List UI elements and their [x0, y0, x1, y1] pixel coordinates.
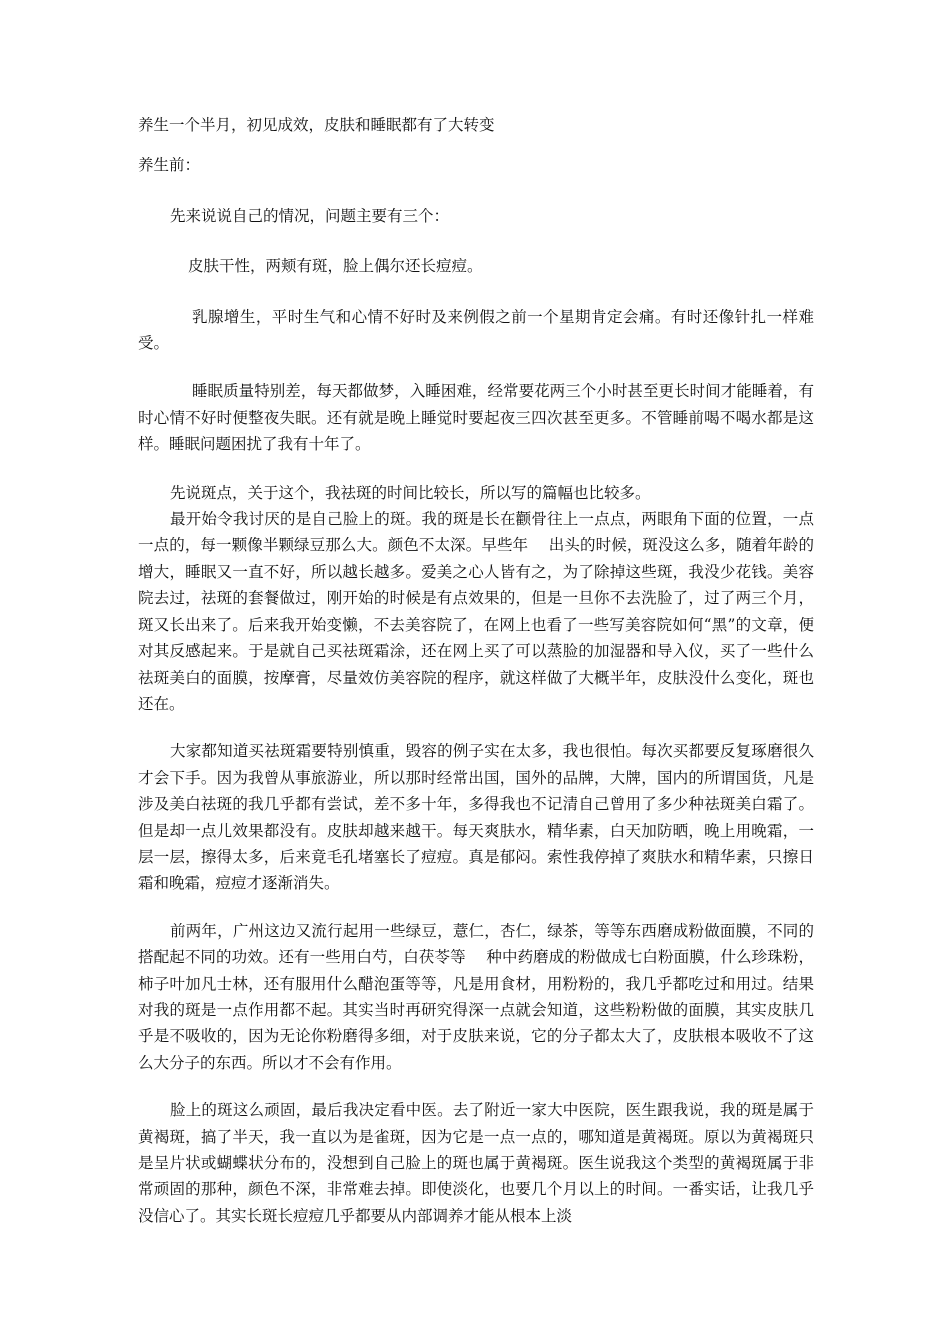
spots-intro: 先说斑点，关于这个，我祛斑的时间比较长，所以写的篇幅也比较多。: [170, 483, 651, 502]
spots-paragraph-3: 前两年，广州这边又流行起用一些绿豆，薏仁，杏仁，绿茶，等等东西磨成粉做面膜，不同的搭配起不同的功效。还有一些用白芍，白茯苓等 种中药磨成的粉做成七白粉面膜，什么珍珠粉，柿子叶加凡士林，还有服用什么醋泡蛋等等，凡是用食材，用粉粉的，我几乎都吃过和用过。结果对我的斑是一点作用都不起。其实当时再研究得深一点就会知道，这些粉粉做的面膜，其实皮肤几乎是不吸收的，因为无论你粉磨得多细，对于皮肤来说，它的分子都太大了，皮肤根本吸收不了这么大分子的东西。所以才不会有作用。: [138, 921, 814, 1072]
issue-sleep: 睡眠质量特别差，每天都做梦，入睡困难，经常要花两三个小时甚至更长时间才能睡着，有时心情不好时便整夜失眠。还有就是晚上睡觉时要起夜三四次甚至更多。不管睡前喝不喝水都是这样。睡眠问题困扰了我有十年了。: [138, 382, 814, 454]
spots-paragraph-4: 脸上的斑这么顽固，最后我决定看中医。去了附近一家大中医院，医生跟我说，我的斑是属于黄褐斑，搞了半天，我一直以为是雀斑，因为它是一点一点的，哪知道是黄褐斑。原以为黄褐斑只是呈片状或蝴蝶状分布的，没想到自己脸上的斑也属于黄褐斑。医生说我这个类型的黄褐斑属于非常顽固的那种，颜色不深，非常难去掉。即使淡化，也要几个月以上的时间。一番实话，让我几乎没信心了。其实长斑长痘痘几乎都要从内部调养才能从根本上淡: [138, 1101, 814, 1225]
document-title: 养生一个半月，初见成效，皮肤和睡眠都有了大转变: [138, 116, 495, 134]
before-label: 养生前：: [138, 156, 201, 175]
issue-skin: 皮肤干性，两颊有斑，脸上偶尔还长痘痘。: [188, 257, 483, 276]
intro-paragraph: 先来说说自己的情况，问题主要有三个：: [170, 206, 450, 225]
spots-paragraph-1: 最开始令我讨厌的是自己脸上的斑。我的斑是长在颧骨往上一点点，两眼角下面的位置，一点一点的，每一颗像半颗绿豆那么大。颜色不太深。早些年 出头的时候，斑没这么多，随着年龄的增大，睡眠又一直不好，所以越长越多。爱美之心人皆有之，为了除掉这些斑，我没少花钱。美容院去过，祛斑的套餐做过，刚开始的时候是有点效果的，但是一旦你不去洗脸了，过了两三个月，斑又长出来了。后来我开始变懒，不去美容院了，在网上也看了一些写美容院如何“黑”的文章，便对其反感起来。于是就自己买祛斑霜涂，还在网上买了可以蒸脸的加湿器和导入仪，买了一些什么祛斑美白的面膜，按摩膏，尽量效仿美容院的程序，就这样做了大概半年，皮肤没什么变化，斑也还在。: [138, 510, 814, 713]
issue-breast: 乳腺增生，平时生气和心情不好时及来例假之前一个星期肯定会痛。有时还像针扎一样难受。: [138, 307, 814, 353]
spots-paragraph-2: 大家都知道买祛斑霜要特别慎重，毁容的例子实在太多，我也很怕。每次买都要反复琢磨很久才会下手。因为我曾从事旅游业，所以那时经常出国，国外的品牌，大牌，国内的所谓国货，凡是涉及美白祛斑的我几乎都有尝试，差不多十年，多得我也不记清自己曾用了多少种祛斑美白霜了。但是却一点儿效果都没有。皮肤却越来越干。每天爽肤水，精华素，白天加防晒，晚上用晚霜，一层一层，擦得太多，后来竟毛孔堵塞长了痘痘。真是郁闷。索性我停掉了爽肤水和精华素，只擦日霜和晚霜，痘痘才逐渐消失。: [138, 742, 814, 893]
document-body: [138, 112, 814, 1229]
